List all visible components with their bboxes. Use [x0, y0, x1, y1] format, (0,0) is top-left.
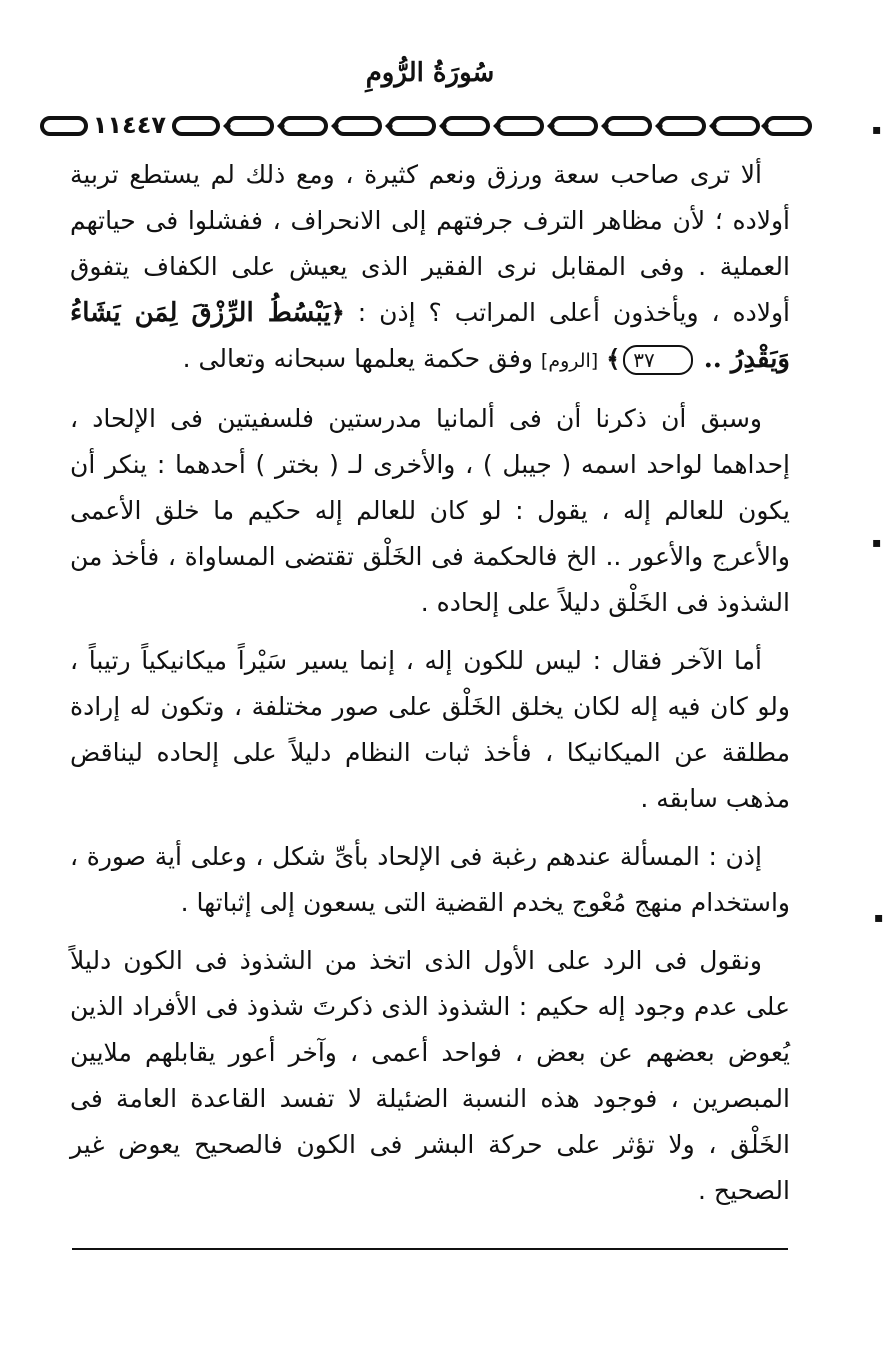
- paragraph-4: إذن : المسألة عندهم رغبة فى الإلحاد بأىِّ شكل ، وعلى أية صورة ، واستخدام منهج مُعْوج يخدم القضية التى يسعون إلى إثباتها .: [70, 842, 790, 917]
- margin-dot: ▪: [874, 910, 884, 926]
- page-number: ١١٤٤٧: [92, 111, 166, 139]
- quran-close-bracket: ﴾: [606, 344, 621, 373]
- paragraph-5: ونقول فى الرد على الأول الذى اتخذ من الشذوذ فى الكون دليلاً على عدم وجود إله حكيم : الشذوذ الذى ذكرتَ شذوذ فى الأفراد الذين يُعوض بعضهم عن بعض ، فواحد أعمى ، وآخر أعور يقابلهم ملايين المبصرين ، فوجود هذه النسبة الضئيلة لا تفسد القاعدة العامة فى الخَلْق ، ولا تؤثر على حركة البشر فى الكون فالصحيح يعوض غير الصحيح .: [70, 946, 790, 1205]
- margin-dot: ▪: [872, 122, 882, 138]
- page-body: [70, 152, 790, 1226]
- surah-reference: [الروم]: [540, 350, 599, 372]
- verse-number-badge: ٣٧: [623, 345, 692, 375]
- footer-rule: [72, 1248, 788, 1250]
- paragraph-1-text-a: ألا ترى صاحب سعة ورزق ونعم كثيرة ، ومع ذلك لم يستطع تربية أولاده ؛ لأن مظاهر الترف جرفتهم إلى الانحراف ، ففشلوا فى حياتهم العملية . وفى المقابل نرى الفقير الذى يعيش على الكفاف يتفوق أولاده ، ويأخذون أعلى المراتب ؟ إذن :: [70, 160, 791, 327]
- quran-open-bracket: ﴿: [330, 298, 345, 327]
- surah-title: سُورَةُ الرُّومِ: [365, 58, 495, 88]
- quran-verse: يَبْسُطُ الرِّزْقَ لِمَن يَشَاءُ وَيَقْدِرُ ..: [70, 298, 790, 374]
- paragraph-1-text-b: وفق حكمة يعلمها سبحانه وتعالى .: [182, 344, 533, 373]
- paragraph-3: أما الآخر فقال : ليس للكون إله ، إنما يسير سَيْراً ميكانيكياً رتيباً ، ولو كان فيه إله لكان يخلق الخَلْق على صور مختلفة ، وتكون له إرادة مطلقة عن الميكانيكا ، فأخذ ثبات النظام دليلاً على إلحاده ليناقض مذهب سابقه .: [70, 646, 790, 813]
- paragraph-2: وسبق أن ذكرنا أن فى ألمانيا مدرستين فلسفيتين فى الإلحاد ، إحداهما لواحد اسمه ( جيبل ) ، والأخرى لـ ( بختر ) أحدهما : ينكر أن يكون للعالم إله ، يقول : لو كان للعالم إله حكيم ما خلق الأعمى والأعرج والأعور .. الخ فالحكمة فى الخَلْق تقتضى المساواة ، فأخذ من الشذوذ فى الخَلْق دليلاً على إلحاده .: [70, 404, 790, 617]
- margin-dot: ▪: [872, 535, 882, 551]
- paragraph-1: [70, 152, 790, 384]
